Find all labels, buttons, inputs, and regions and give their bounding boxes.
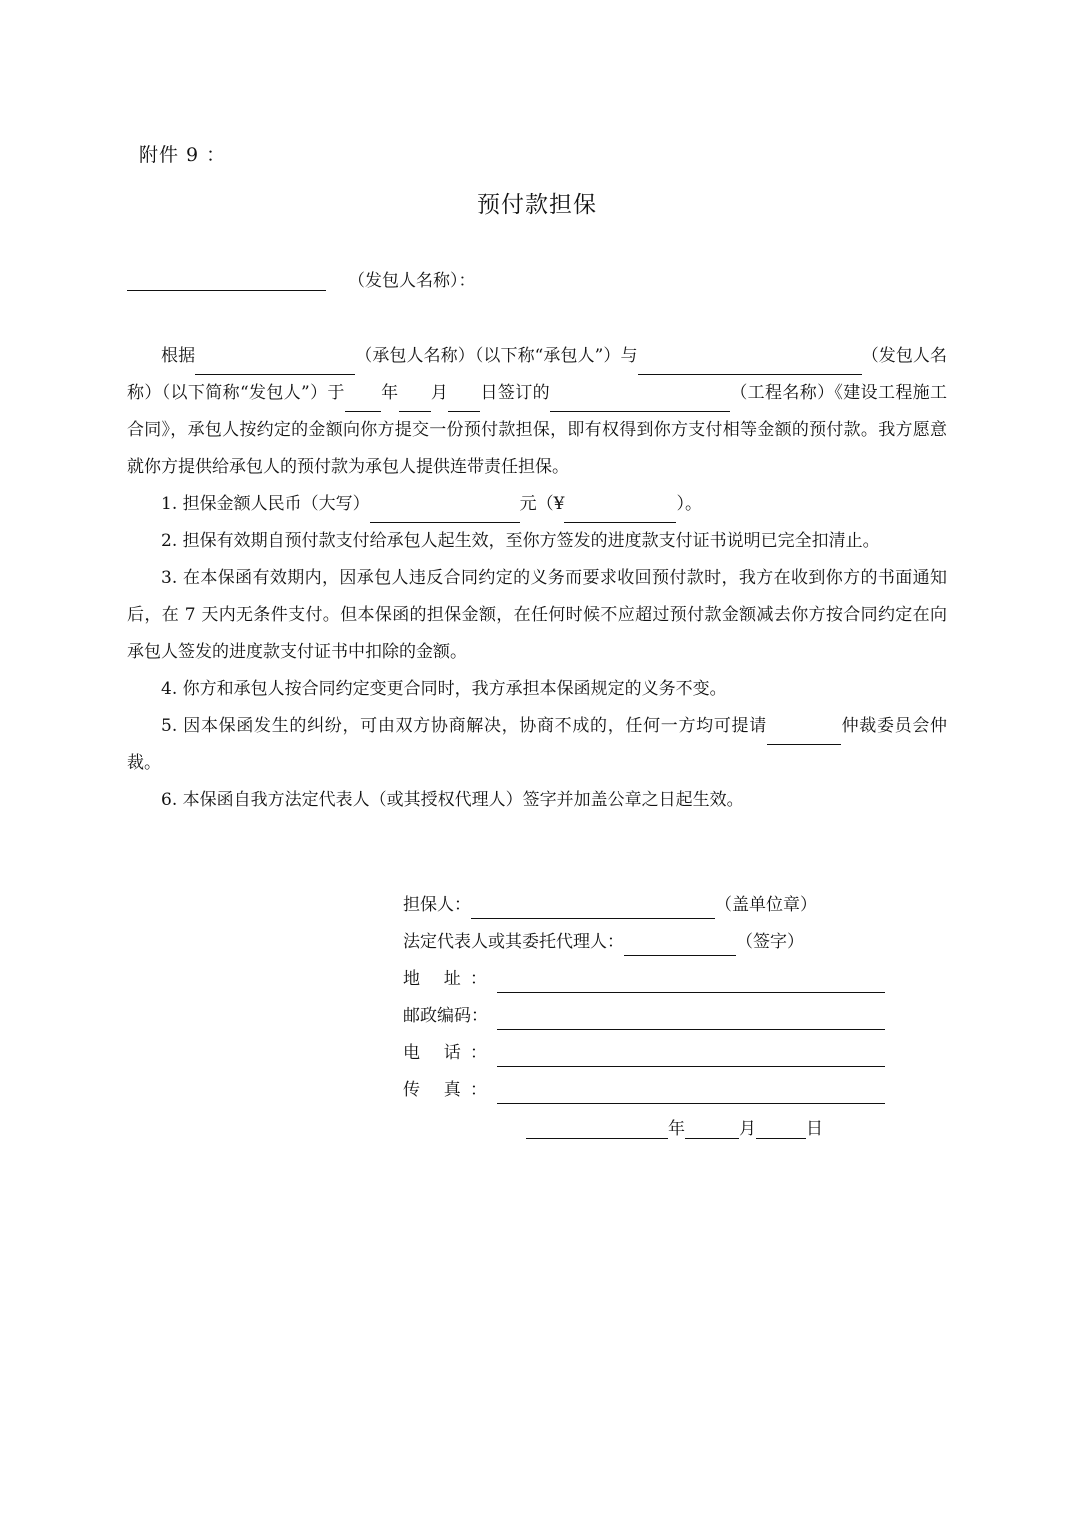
address-blank[interactable] [497,974,885,993]
date-day-label: 日 [806,1119,823,1139]
representative-blank[interactable] [624,937,736,956]
addressee-suffix: （发包人名称）： [348,271,476,291]
project-name-blank[interactable] [550,393,730,412]
item-6: 6. 本保函自我方法定代表人（或其授权代理人）签字并加盖公章之日起生效。 [161,790,744,810]
date-month-blank[interactable] [685,1120,739,1139]
item-4: 4. 你方和承包人按合同约定变更合同时，我方承担本保函规定的义务不变。 [161,679,727,699]
employer-name-blank[interactable] [127,272,326,291]
representative-note: （签字） [736,932,804,952]
phone-row [403,1040,885,1077]
intro-paragraph: 根据 （承包人名称）（以下称“承包人”）与 （发包人名称）（以下简称“发包人”）于 年 月 日签订的 （工程名称）《建设工程施工合同》，承包人按约定的金额向你方提交一份预付款担保，即有权得到你方支付相等金额的预付款。我方愿意就你方提供给承包人的预付款为承包人提供连带责任担保。 [127,346,948,477]
phone-blank[interactable] [497,1048,885,1067]
guarantee-body [127,338,947,819]
date-day-blank[interactable] [756,1120,806,1139]
phone-label: 电 话： [403,1043,487,1063]
amount-words-blank[interactable] [370,504,520,523]
fax-label: 传 真： [403,1080,487,1100]
item-3: 3. 在本保函有效期内，因承包人违反合同约定的义务而要求收回预付款时，我方在收到你方的书面通知后，在 7 天内无条件支付。但本保函的担保金额，在任何时候不应超过预付款金额减去你方按合同约定在向承包人签发的进度款支付证书中扣除的金额。 [127,568,947,662]
date-month-label: 月 [739,1119,756,1139]
address-row [403,966,885,1003]
representative-row [403,929,885,966]
amount-figures-blank[interactable] [564,504,676,523]
attachment-label: 附件 9 ： [139,144,227,166]
date-year-blank[interactable] [526,1120,668,1139]
item-2: 2. 担保有效期自预付款支付给承包人起生效，至你方签发的进度款支付证书说明已完全扣清止。 [161,531,880,551]
guarantor-row [403,892,885,929]
address-label: 地 址： [403,969,487,989]
fax-row [403,1077,885,1114]
addressee-line [127,266,476,291]
item-1: 1. 担保金额人民币（大写） 元（¥ ）。 [127,486,947,523]
arbitration-commission-blank[interactable] [767,726,841,745]
representative-label: 法定代表人或其委托代理人： [403,932,624,952]
sign-year-blank[interactable] [345,393,381,412]
sign-day-blank[interactable] [448,393,480,412]
date-row [526,1114,823,1139]
date-year-label: 年 [668,1119,685,1139]
postcode-blank[interactable] [497,1011,885,1030]
document-title: 预付款担保 [477,192,597,218]
guarantor-note: （盖单位章） [715,895,817,915]
postcode-row [403,1003,885,1040]
guarantor-label: 担保人： [403,895,471,915]
signature-block [403,892,885,1114]
guarantor-blank[interactable] [471,900,715,919]
contractor-name-blank[interactable] [195,356,355,375]
item-5: 5. 因本保函发生的纠纷，可由双方协商解决，协商不成的，任何一方均可提请 仲裁委员会仲裁。 [127,716,948,773]
employer-name-blank-2[interactable] [638,356,862,375]
fax-blank[interactable] [497,1085,885,1104]
sign-month-blank[interactable] [399,393,431,412]
postcode-label: 邮政编码： [403,1006,488,1026]
